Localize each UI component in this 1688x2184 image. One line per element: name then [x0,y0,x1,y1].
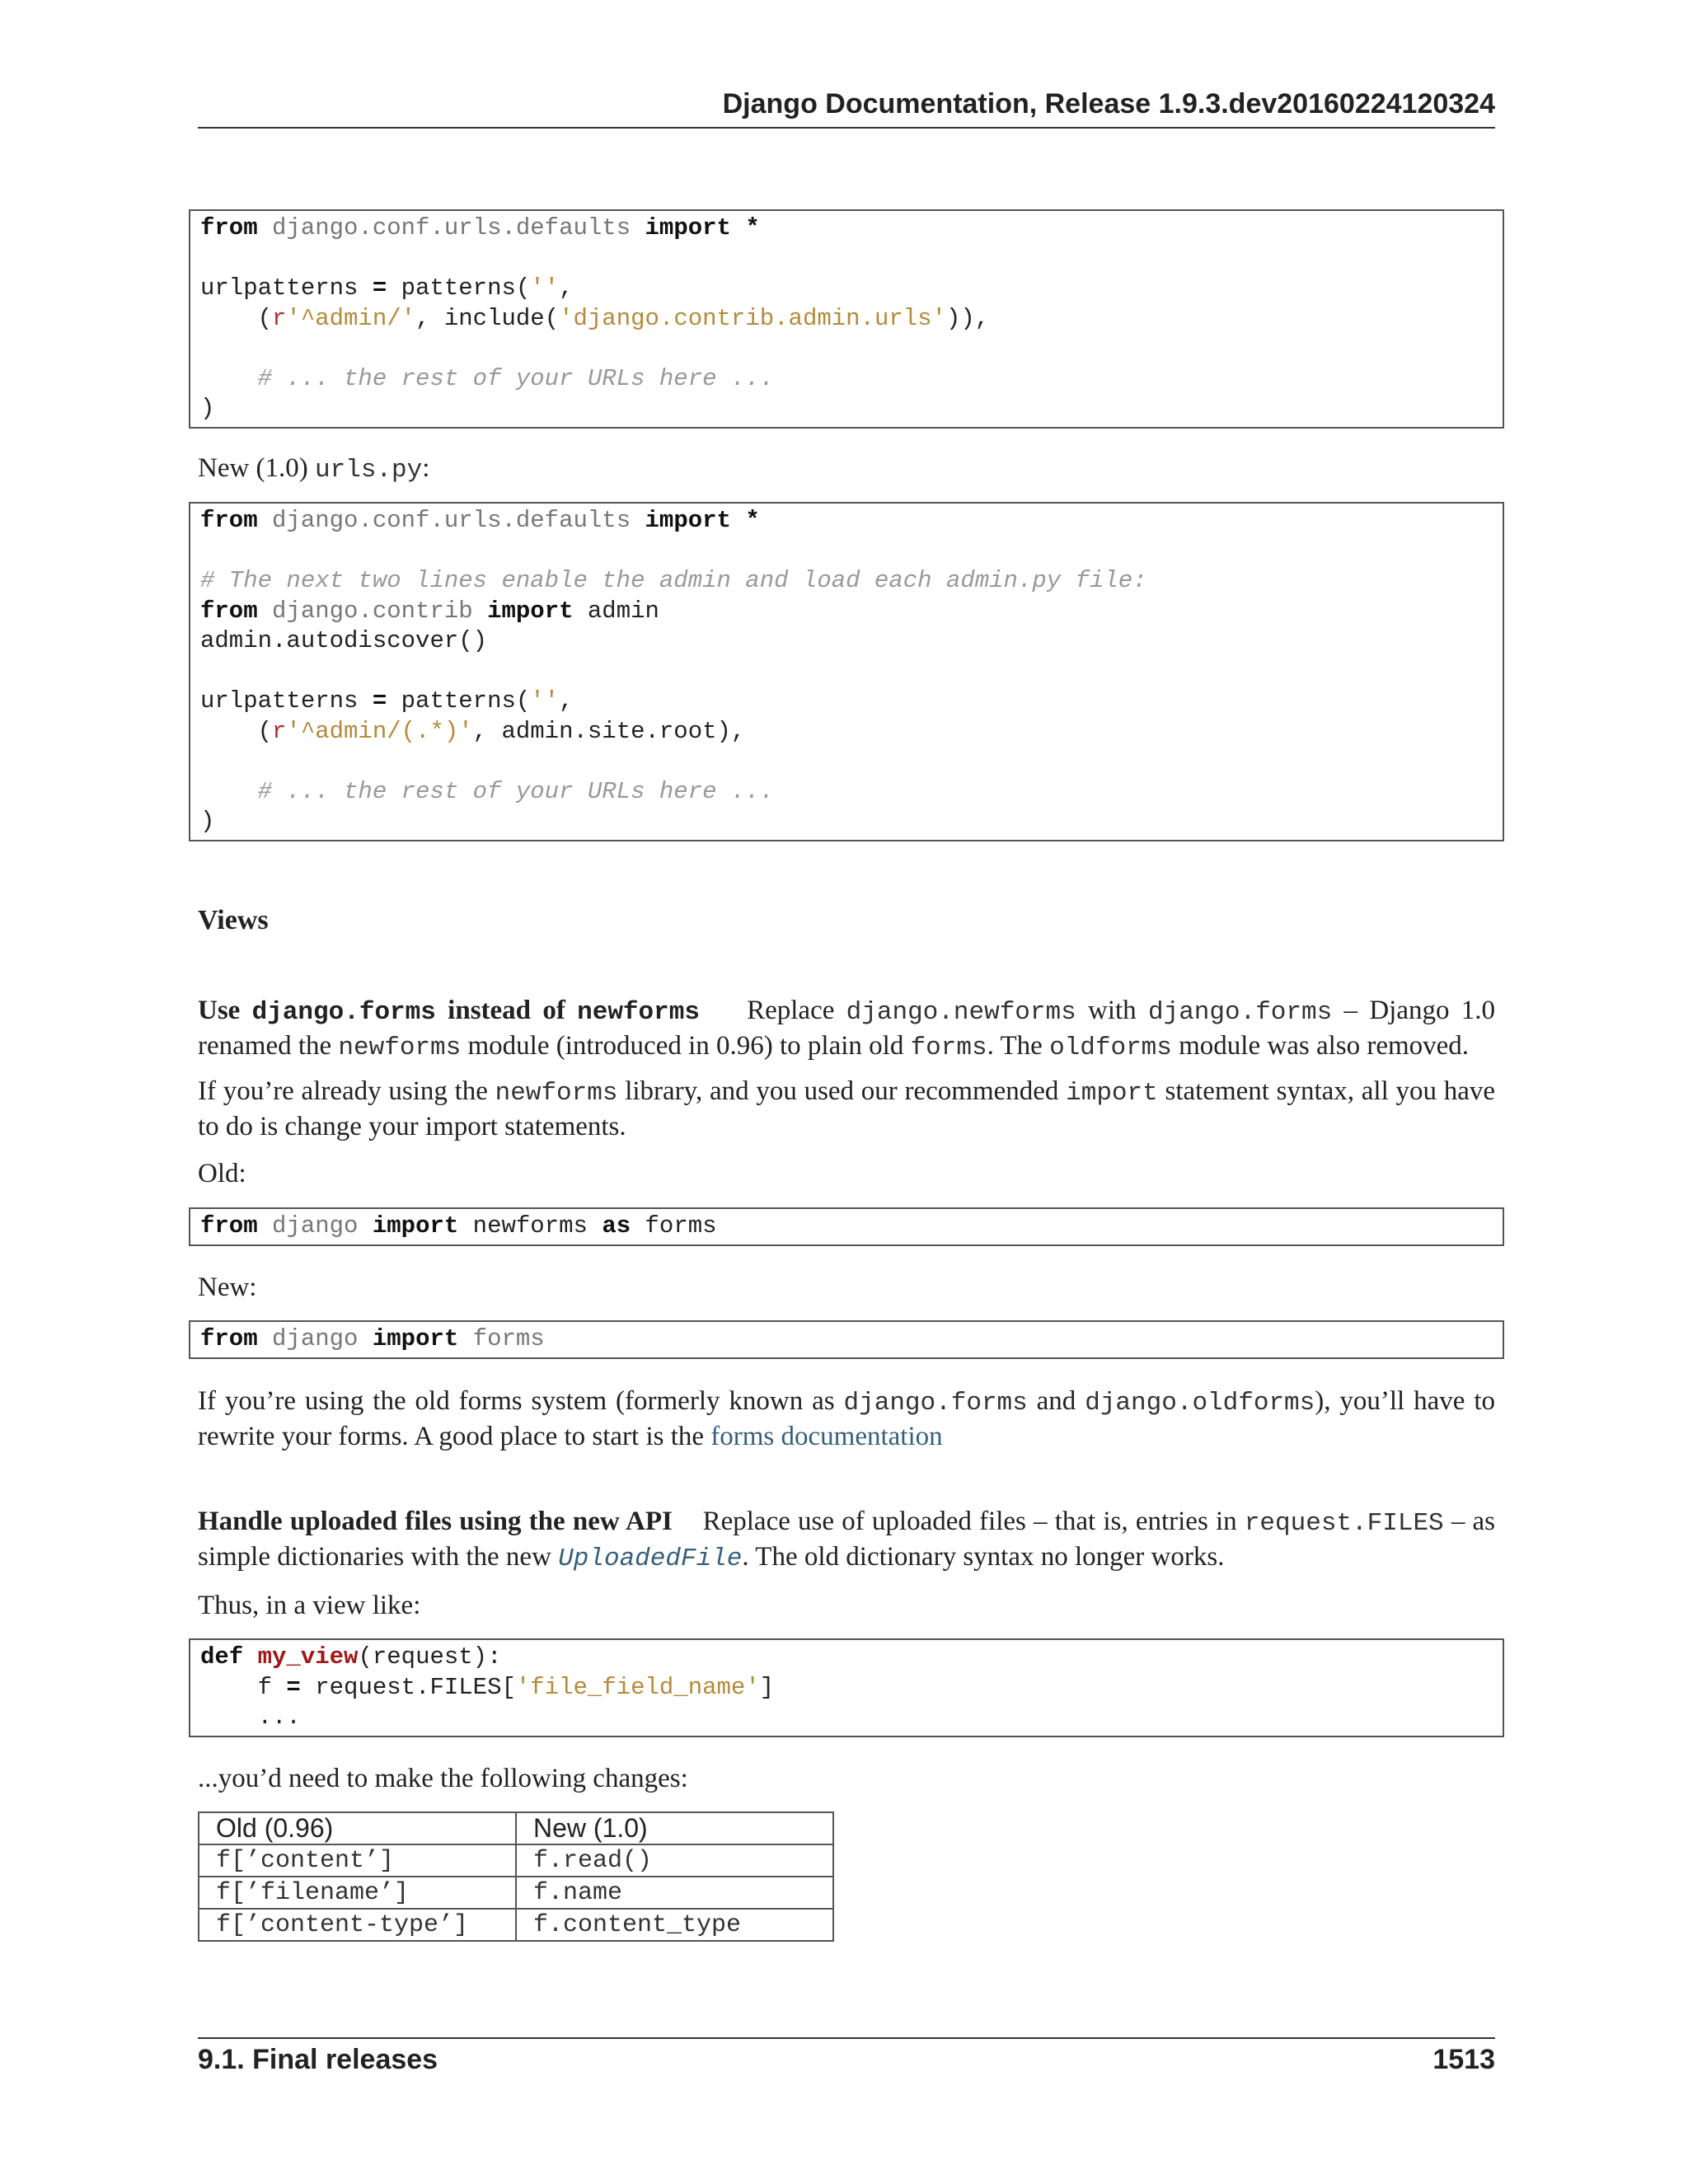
paragraph-old-forms-system: If you’re using the old forms system (formerly known as django.forms and django.oldforms), you’ll have to rewrite your forms. A good place to start is the forms documentation [198,1386,1495,1451]
code-line: from django.conf.urls.defaults import * [200,214,760,241]
table-cell: f.name [516,1877,833,1909]
code-block-old-forms-import [189,1207,1504,1246]
paragraph-uploaded-files: Handle uploaded files using the new API Replace use of uploaded files – that is, entries in request.FILES – as simple dictionaries with the new UploadedFile. The old dictionary syntax no longer works. [198,1507,1496,1573]
code-line-blank [200,537,1493,567]
uploadedfile-link[interactable]: UploadedFile [558,1544,743,1573]
table-cell: f[’content’] [199,1844,516,1877]
code-line: # ... the rest of your URLs here ... [200,777,775,805]
table-header-row [199,1812,833,1844]
code-block-view [189,1638,1504,1737]
forms-documentation-link[interactable]: forms documentation [710,1422,943,1451]
code-block-new-urls [189,502,1504,841]
code-line: from django import forms [200,1325,545,1352]
page-footer [198,2037,1495,2076]
table-row [199,1844,833,1877]
code-line-blank [200,747,1493,777]
changes-table [198,1811,834,1942]
table-row [199,1877,833,1909]
section-title-views: Views [198,905,269,935]
code-line: (r'^admin/(.*)', admin.site.root), [200,717,746,745]
column-header-old: Old (0.96) [199,1812,516,1844]
table-cell: f.content_type [516,1909,833,1941]
code-line: urlpatterns = patterns('', [200,274,574,302]
code-line: ... [200,1704,301,1731]
label-thus: Thus, in a view like: [198,1591,421,1620]
label-new: New: [198,1272,257,1302]
code-line-blank [200,334,1493,364]
page-number: 1513 [1432,2044,1495,2075]
code-line: ) [200,808,215,835]
code-line: # The next two lines enable the admin and load each admin.py file: [200,567,1147,594]
code-block-old-urls [189,209,1504,429]
table-row [199,1909,833,1941]
label-old: Old: [198,1159,246,1188]
footer-section: 9.1. Final releases [198,2044,438,2075]
table-cell: f[’content-type’] [199,1909,516,1941]
code-line: def my_view(request): [200,1643,502,1671]
label-new-urls: New (1.0) urls.py: [198,453,430,485]
code-line: from django.contrib import admin [200,597,659,625]
label-changes: ...you’d need to make the following changes: [198,1764,688,1793]
code-line: urlpatterns = patterns('', [200,687,574,715]
column-header-new: New (1.0) [516,1812,833,1844]
code-line: (r'^admin/', include('django.contrib.admin.urls')), [200,304,990,332]
code-line-blank [200,657,1493,687]
code-block-new-forms-import [189,1320,1504,1359]
code-line: from django.conf.urls.defaults import * [200,507,760,534]
paragraph-already-using-newforms: If you’re already using the newforms library, and you used our recommended import statement syntax, all you have to do is change your import statements. [198,1076,1495,1141]
table-cell: f[’filename’] [199,1877,516,1909]
paragraph-use-django-forms: Use django.forms instead of newforms Replace django.newforms with django.forms – Django 1.0 renamed the newforms module (introduced in 0.96) to plain old forms. The oldforms module was also removed. [198,996,1496,1062]
running-header: Django Documentation, Release 1.9.3.dev20160224120324 [198,86,1495,129]
code-line: f = request.FILES['file_field_name'] [200,1673,775,1701]
code-line: admin.autodiscover() [200,627,488,654]
table-cell: f.read() [516,1844,833,1877]
code-line: ) [200,395,215,422]
code-line: from django import newforms as forms [200,1212,717,1240]
code-line-blank [200,244,1493,274]
code-line: # ... the rest of your URLs here ... [200,364,775,392]
